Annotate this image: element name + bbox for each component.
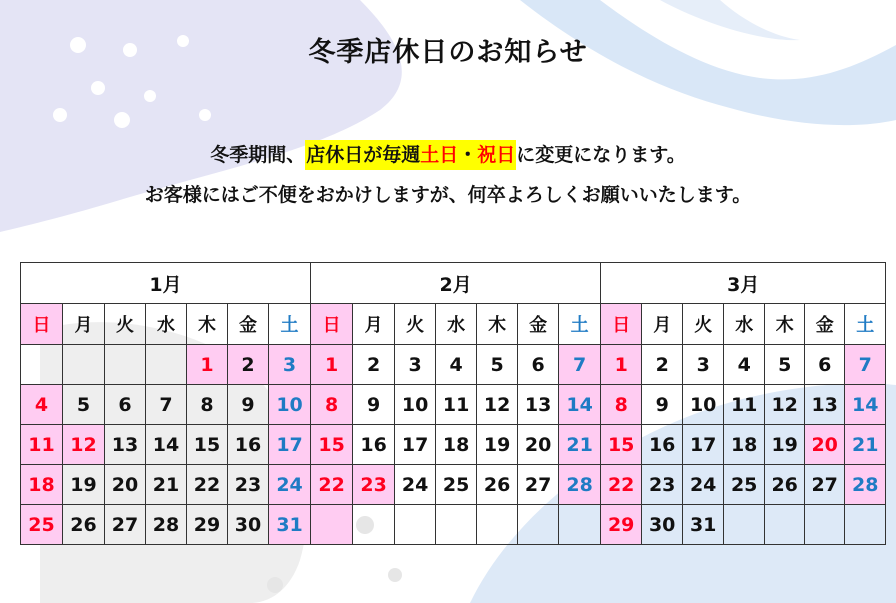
calendar-empty-cell [105, 345, 146, 385]
calendar-day: 24 [395, 465, 436, 505]
weekday-header: 火 [395, 304, 436, 345]
weekday-header: 木 [187, 304, 228, 345]
calendar-empty-cell [63, 345, 105, 385]
calendar-day: 3 [395, 345, 436, 385]
calendar-day: 5 [63, 385, 105, 425]
calendar-day: 23 [642, 465, 683, 505]
calendar-day: 31 [269, 505, 311, 545]
calendar-day: 2 [353, 345, 395, 385]
calendar-day: 24 [269, 465, 311, 505]
calendar-day: 11 [21, 425, 63, 465]
weekday-header: 日 [601, 304, 642, 345]
weekday-header: 土 [269, 304, 311, 345]
calendar-empty-cell [518, 505, 559, 545]
calendar-day: 25 [724, 465, 765, 505]
calendar-day: 4 [21, 385, 63, 425]
notice-line-2: お客様にはご不便をおかけしますが、何卒よろしくお願いいたします。 [144, 184, 752, 206]
weekday-header: 土 [559, 304, 601, 345]
calendar-day: 30 [642, 505, 683, 545]
weekday-header: 月 [642, 304, 683, 345]
calendar-day: 26 [765, 465, 805, 505]
calendar-day: 22 [311, 465, 353, 505]
weekday-header: 日 [311, 304, 353, 345]
highlight-separator: ・ [458, 144, 478, 166]
calendar-day: 31 [683, 505, 724, 545]
calendar-day: 15 [601, 425, 642, 465]
calendar-day: 27 [805, 465, 845, 505]
calendar-empty-cell [311, 505, 353, 545]
calendar-table [20, 262, 886, 545]
month-header-row [21, 263, 886, 304]
calendar-day: 27 [518, 465, 559, 505]
calendar-day: 10 [683, 385, 724, 425]
calendar-empty-cell [805, 505, 845, 545]
calendar-day: 12 [63, 425, 105, 465]
calendar-day: 13 [105, 425, 146, 465]
calendar-empty-cell [559, 505, 601, 545]
calendar-day: 19 [765, 425, 805, 465]
calendar-day: 21 [559, 425, 601, 465]
weekday-header: 水 [724, 304, 765, 345]
calendar-day: 7 [559, 345, 601, 385]
calendar-day: 6 [518, 345, 559, 385]
calendar-day: 18 [436, 425, 477, 465]
calendar-day: 10 [395, 385, 436, 425]
calendar-day: 19 [477, 425, 518, 465]
weekday-header: 木 [477, 304, 518, 345]
week-row [21, 465, 886, 505]
calendar-empty-cell [436, 505, 477, 545]
calendar-day: 23 [353, 465, 395, 505]
calendar-empty-cell [845, 505, 886, 545]
calendar-day: 13 [518, 385, 559, 425]
month-label: 1月 [21, 263, 311, 304]
calendar-day: 4 [436, 345, 477, 385]
calendar-empty-cell [146, 345, 187, 385]
calendar-empty-cell [353, 505, 395, 545]
calendar-day: 18 [21, 465, 63, 505]
calendar-day: 7 [845, 345, 886, 385]
weekday-header: 土 [845, 304, 886, 345]
calendar-day: 23 [228, 465, 269, 505]
calendar-day: 24 [683, 465, 724, 505]
calendar-day: 1 [601, 345, 642, 385]
calendar-day: 14 [559, 385, 601, 425]
calendar-day: 21 [845, 425, 886, 465]
weekday-header: 日 [21, 304, 63, 345]
calendar-day: 29 [187, 505, 228, 545]
calendar-day: 3 [683, 345, 724, 385]
weekday-header: 水 [146, 304, 187, 345]
weekday-header: 金 [805, 304, 845, 345]
calendar-day: 9 [353, 385, 395, 425]
calendar-day: 25 [436, 465, 477, 505]
highlight-text: 店休日が毎週 [306, 144, 421, 166]
calendar-empty-cell [765, 505, 805, 545]
calendar-day: 13 [805, 385, 845, 425]
calendar-empty-cell [724, 505, 765, 545]
notice-title: 冬季店休日のお知らせ [308, 37, 588, 68]
calendar-day: 16 [228, 425, 269, 465]
calendar-day: 20 [518, 425, 559, 465]
calendar-day: 17 [683, 425, 724, 465]
calendar-day: 28 [146, 505, 187, 545]
week-row [21, 345, 886, 385]
weekday-header: 火 [105, 304, 146, 345]
calendar-day: 8 [601, 385, 642, 425]
calendar-day: 29 [601, 505, 642, 545]
calendar-day: 16 [642, 425, 683, 465]
calendar-day: 21 [146, 465, 187, 505]
calendar-day: 14 [146, 425, 187, 465]
calendar-day: 26 [477, 465, 518, 505]
calendar-day: 9 [228, 385, 269, 425]
week-row [21, 505, 886, 545]
weekday-header: 月 [63, 304, 105, 345]
calendar-day: 17 [269, 425, 311, 465]
calendar-day: 4 [724, 345, 765, 385]
calendar-day: 20 [105, 465, 146, 505]
calendar-day: 6 [105, 385, 146, 425]
calendar-day: 11 [436, 385, 477, 425]
calendar-empty-cell [21, 345, 63, 385]
month-label: 3月 [601, 263, 886, 304]
calendar-day: 8 [187, 385, 228, 425]
calendar-day: 16 [353, 425, 395, 465]
calendar-day: 6 [805, 345, 845, 385]
calendar-day: 10 [269, 385, 311, 425]
calendar-day: 5 [477, 345, 518, 385]
calendar-day: 3 [269, 345, 311, 385]
calendar-day: 18 [724, 425, 765, 465]
calendar-day: 19 [63, 465, 105, 505]
calendar-day: 2 [228, 345, 269, 385]
week-row [21, 425, 886, 465]
weekday-header: 金 [228, 304, 269, 345]
notice-line-1 [0, 138, 896, 172]
month-label: 2月 [311, 263, 601, 304]
notice-line-1-suffix: に変更になります。 [516, 144, 686, 166]
calendar-day: 20 [805, 425, 845, 465]
calendar-day: 25 [21, 505, 63, 545]
weekday-header: 月 [353, 304, 395, 345]
weekday-row [21, 304, 886, 345]
calendar-day: 17 [395, 425, 436, 465]
calendar-day: 27 [105, 505, 146, 545]
calendar-day: 12 [765, 385, 805, 425]
calendar-day: 15 [311, 425, 353, 465]
highlight-holidays: 祝日 [477, 144, 516, 166]
calendar-day: 22 [601, 465, 642, 505]
highlighted-closing-days [305, 140, 516, 170]
calendar-day: 26 [63, 505, 105, 545]
calendar-day: 28 [845, 465, 886, 505]
weekday-header: 金 [518, 304, 559, 345]
calendar-empty-cell [395, 505, 436, 545]
weekday-header: 木 [765, 304, 805, 345]
notice-line-1-prefix: 冬季期間、 [210, 144, 306, 166]
calendar-day: 11 [724, 385, 765, 425]
calendar-day: 7 [146, 385, 187, 425]
calendar-day: 9 [642, 385, 683, 425]
calendar-day: 5 [765, 345, 805, 385]
calendar-day: 1 [187, 345, 228, 385]
calendar-day: 1 [311, 345, 353, 385]
weekday-header: 火 [683, 304, 724, 345]
calendar-day: 8 [311, 385, 353, 425]
calendar-day: 14 [845, 385, 886, 425]
calendar-day: 2 [642, 345, 683, 385]
week-row [21, 385, 886, 425]
calendar-day: 12 [477, 385, 518, 425]
calendar-day: 22 [187, 465, 228, 505]
calendar-day: 15 [187, 425, 228, 465]
calendar-day: 30 [228, 505, 269, 545]
highlight-weekend: 土日 [420, 144, 459, 166]
calendar-day: 28 [559, 465, 601, 505]
weekday-header: 水 [436, 304, 477, 345]
calendar-empty-cell [477, 505, 518, 545]
